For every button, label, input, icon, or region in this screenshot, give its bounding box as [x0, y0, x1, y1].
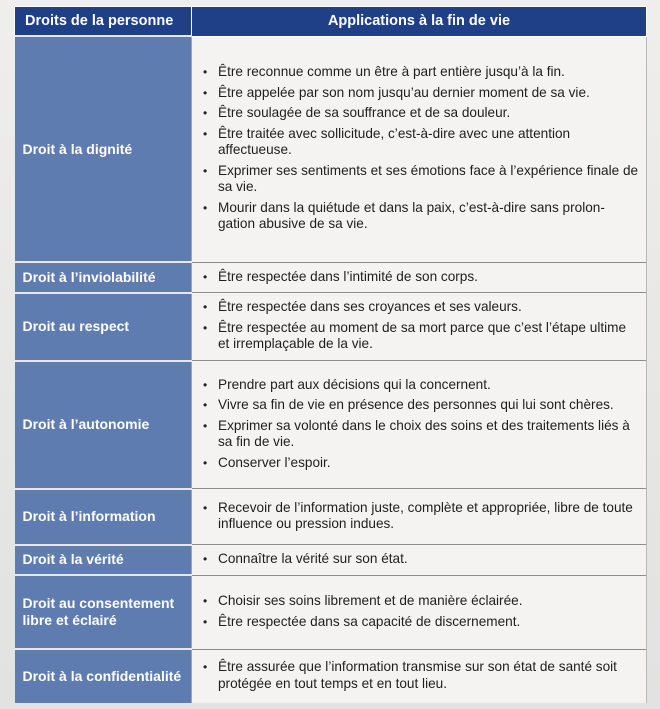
application-text: Choisir ses soins librement et de manière éclairée. [218, 593, 523, 608]
applications-list [200, 269, 640, 286]
right-name-cell: Droit au respect [15, 293, 192, 361]
applications-cell [192, 575, 647, 649]
header-applications: Applications à la fin de vie [192, 7, 647, 37]
bullet-icon: • [203, 500, 208, 515]
rights-table [14, 6, 647, 703]
list-item [200, 320, 640, 353]
list-item [200, 126, 640, 159]
application-text: Exprimer sa volonté dans le choix des soins et des traitements liés à sa fin de vie. [218, 417, 630, 450]
table-row [15, 575, 647, 649]
right-name-cell: Droit à l’inviolabilité [15, 262, 192, 293]
list-item [200, 269, 640, 286]
application-text: Être traitée avec sollicitude, c’est-à-dire avec une attention affectueuse. [218, 125, 571, 158]
bullet-icon: • [203, 85, 208, 100]
application-text: Être respectée au moment de sa mort parce que c’est l’étape ultime et irremplaçable de la vie. [218, 319, 627, 352]
bullet-icon: • [203, 300, 208, 315]
list-item [200, 377, 640, 394]
list-item [200, 418, 640, 451]
bullet-icon: • [203, 455, 208, 470]
application-text: Être assurée que l’information transmise sur son état de santé soit protégée en tout temps et en tout lieu. [218, 659, 617, 691]
bullet-icon: • [203, 320, 208, 335]
bullet-icon: • [203, 377, 208, 392]
table-row [15, 545, 647, 576]
list-item [200, 614, 640, 631]
list-item [200, 299, 640, 316]
list-item [200, 593, 640, 610]
right-name-cell: Droit à la confidentialité [15, 649, 192, 703]
bullet-icon: • [203, 163, 208, 178]
table-header-row [15, 7, 647, 37]
application-text: Être respectée dans l’intimité de son corps. [218, 268, 478, 284]
list-item [200, 455, 640, 472]
applications-cell [192, 262, 647, 293]
applications-cell [192, 36, 647, 262]
applications-cell [192, 649, 647, 703]
applications-cell [192, 293, 647, 361]
applications-cell [192, 489, 647, 545]
bullet-icon: • [203, 614, 208, 629]
application-text: Exprimer ses sentiments et ses émotions face à l’expérience finale de sa vie. [218, 162, 639, 195]
bullet-icon: • [203, 106, 208, 121]
applications-list [200, 551, 640, 568]
bullet-icon: • [203, 418, 208, 433]
application-text: Prendre part aux décisions qui la concernent. [218, 376, 491, 392]
applications-cell [192, 545, 647, 576]
table-row [15, 361, 647, 489]
bullet-icon: • [203, 65, 208, 80]
bullet-icon: • [203, 126, 208, 141]
applications-list [200, 593, 640, 630]
applications-cell [192, 361, 647, 489]
list-item [200, 105, 640, 122]
table-row [15, 489, 647, 545]
bullet-icon: • [203, 660, 208, 675]
header-rights: Droits de la personne [15, 7, 192, 37]
list-item [200, 551, 640, 568]
application-text: Être reconnue comme un être à part entière jusqu’à la fin. [218, 64, 565, 80]
application-text: Conserver l’espoir. [218, 454, 331, 470]
application-text: Mourir dans la quiétude et dans la paix, c’est-à-dire sans prolon-gation abusive de sa vie. [218, 199, 605, 232]
list-item [200, 500, 640, 533]
table-body [15, 36, 647, 703]
right-name-cell: Droit au consentement libre et éclairé [15, 575, 192, 649]
bullet-icon: • [203, 552, 208, 566]
bullet-icon: • [203, 398, 208, 413]
application-text: Connaître la vérité sur son état. [218, 551, 408, 566]
right-name-cell: Droit à l’information [15, 489, 192, 545]
right-name-cell: Droit à l’autonomie [15, 361, 192, 489]
table-row [15, 293, 647, 361]
list-item [200, 85, 640, 102]
list-item [200, 163, 640, 196]
right-name-cell: Droit à la vérité [15, 545, 192, 576]
application-text: Être soulagée de sa souffrance et de sa douleur. [218, 105, 511, 121]
application-text: Recevoir de l’information juste, complète et appropriée, libre de toute influence ou pression indues. [218, 499, 633, 531]
list-item [200, 200, 640, 233]
bullet-icon: • [203, 269, 208, 284]
table-row [15, 649, 647, 703]
application-text: Vivre sa fin de vie en présence des personnes qui lui sont chères. [218, 397, 614, 413]
list-item [200, 659, 640, 692]
application-text: Être appelée par son nom jusqu’au dernier moment de sa vie. [218, 84, 590, 100]
right-name-cell: Droit à la dignité [15, 36, 192, 262]
bullet-icon: • [203, 594, 208, 608]
applications-list [200, 377, 640, 472]
table-row [15, 262, 647, 293]
bullet-icon: • [203, 200, 208, 215]
list-item [200, 64, 640, 81]
application-text: Être respectée dans sa capacité de discernement. [218, 613, 521, 629]
applications-list [200, 64, 640, 233]
application-text: Être respectée dans ses croyances et ses valeurs. [218, 299, 522, 315]
list-item [200, 397, 640, 414]
table-row [15, 36, 647, 262]
applications-list [200, 659, 640, 692]
applications-list [200, 299, 640, 353]
applications-list [200, 500, 640, 533]
